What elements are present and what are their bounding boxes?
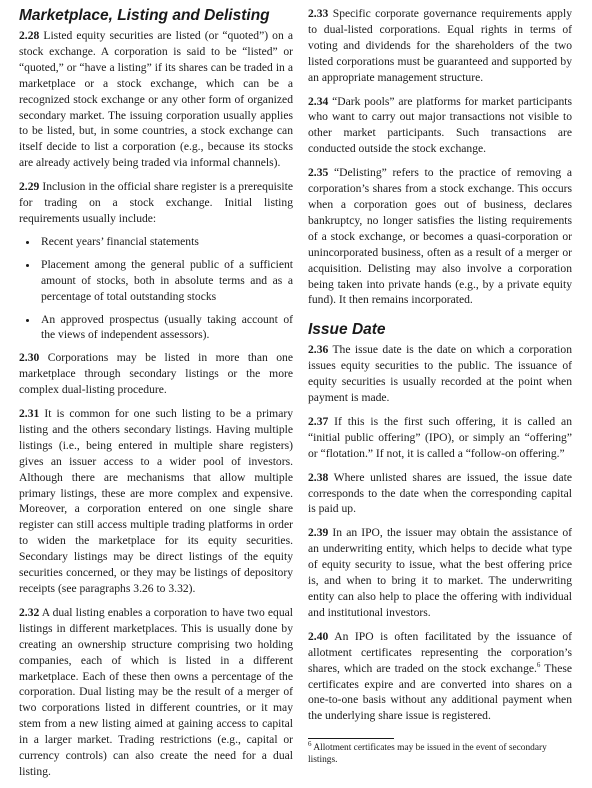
paragraph-number: 2.33 xyxy=(308,7,329,20)
paragraph-2-35 xyxy=(308,165,572,308)
paragraph-2-28 xyxy=(19,28,293,171)
paragraph-text: A dual listing enables a corporation to have two equal listings in different marketplaces. This is usually done by creating an ownership structure comprising two holding companies, each of which is listed in a different marketplace. Each of these then owns a percentage of the corporation. Dual listing may be the result of a merger of two corporations listed in different countries, or it may stem from a new listing aimed at gaining access to capital in a larger market. Trading restrictions (e.g., capital or currency controls) can also create the need for a dual listing. xyxy=(19,605,293,778)
footnote-divider xyxy=(308,738,394,739)
list-item: • An approved prospectus (usually taking account of the views of independent assessors). xyxy=(39,312,293,344)
paragraph-number: 2.31 xyxy=(19,407,40,421)
paragraph-2-31 xyxy=(19,406,293,597)
paragraph-text: Corporations may be listed in more than one marketplace through secondary listings or the more complex dual-listing procedure. xyxy=(19,351,293,397)
paragraph-number: 2.35 xyxy=(308,166,329,180)
paragraph-number: 2.38 xyxy=(308,470,329,484)
paragraph-number: 2.37 xyxy=(308,414,329,428)
paragraph-2-39 xyxy=(308,525,572,620)
paragraph-2-37 xyxy=(308,414,572,462)
paragraph-number: 2.39 xyxy=(308,526,329,540)
footnote-text: Allotment certificates may be issued in the event of secondary listings. xyxy=(308,743,547,765)
paragraph-text: The issue date is the date on which a corporation issues equity securities to the public. The issuance of equity securities is usually recorded at the point when payment is made. xyxy=(308,343,572,405)
paragraph-number: 2.29 xyxy=(19,180,40,194)
list-item: • Placement among the general public of a sufficient amount of stocks, both in absolute terms and as a percentage of total outstanding stocks xyxy=(39,257,293,305)
footnote-mark: 6 xyxy=(308,740,312,749)
paragraph-text: If this is the first such offering, it is called an “initial public offering” (IPO), or simply an “offering” or “flotation.” If not, it is called a “follow-on offering.” xyxy=(308,414,572,460)
paragraph-2-29 xyxy=(19,179,293,227)
paragraph-2-38 xyxy=(308,470,572,518)
listing-requirements-list xyxy=(19,234,293,343)
right-column xyxy=(308,6,572,766)
paragraph-text: Inclusion in the official share register is a prerequisite for trading on a stock exchange. Initial listing requirements usually include: xyxy=(19,180,293,225)
paragraph-number: 2.30 xyxy=(19,351,40,365)
paragraph-number: 2.28 xyxy=(19,29,40,42)
paragraph-2-34 xyxy=(308,94,572,158)
paragraph-number: 2.40 xyxy=(308,629,329,643)
paragraph-text: In an IPO, the issuer may obtain the assistance of an underwriting entity, which helps to decide what type of equity security to issue, what the best offering price is, and when to bring it to market. The underwriting entity can also help to place the offering with individual and institutional investors. xyxy=(308,526,572,619)
left-column xyxy=(19,6,293,788)
paragraph-text: “Dark pools” are platforms for market participants who want to carry out major transactions not visible to other market participants. Such transactions are conducted outside the stock exchange. xyxy=(308,94,572,156)
footnote-reference: 6 xyxy=(536,660,541,669)
footnote xyxy=(308,740,572,766)
paragraph-text: “Delisting” refers to the practice of removing a corporation’s shares from a stock exchange. This occurs when a corporation goes out of business, declares bankruptcy, no longer satisfies the listing requirements of a stock exchange, or becomes a quasi-corporation or unincorporated business, often as a result of a merger or acquisition. Delisting may also involve a corporation being taken into private hands (e.g., by a private equity fund). It then remains incorporated. xyxy=(308,166,572,307)
paragraph-2-33 xyxy=(308,6,572,86)
section-heading-issue-date: Issue Date xyxy=(308,321,386,339)
paragraph-number: 2.32 xyxy=(19,605,40,619)
paragraph-text: An IPO is often facilitated by the issuance of allotment certificates representing the corporation’s shares, which are traded on the stock exchange. xyxy=(308,629,572,675)
paragraph-2-32 xyxy=(19,605,293,780)
paragraph-text: Where unlisted shares are issued, the issue date corresponds to the date when the corresponding capital is paid up. xyxy=(308,470,572,516)
paragraph-number: 2.36 xyxy=(308,343,329,357)
paragraph-text-continued: These certificates expire and are converted into shares on a one-to-one basis without any additional payment when the underlying share issue is registered. xyxy=(308,661,572,723)
paragraph-text: Listed equity securities are listed (or “quoted”) on a stock exchange. A corporation is said to be “listed” or “quoted,” or “have a listing” if its shares can be traded in a marketplace or a stock exchange, which can be a recognized stock exchange or any other form of organized secondary market. The issuing corporation usually applies to be listed, but, in some countries, a stock exchange can itself decide to list a corporation (e.g., because its stocks are already actively being traded via informal channels). xyxy=(19,29,293,170)
section-heading-marketplace: Marketplace, Listing and Delisting xyxy=(19,7,270,24)
paragraph-number: 2.34 xyxy=(308,94,329,108)
paragraph-text: It is common for one such listing to be a primary listing and the others secondary listings. Having multiple listings (i.e., being entered in multiple share registers) gives an issuer access to a wider pool of investors. Although there are mechanisms that allow multiple primary listings, these are more complex and expensive. Moreover, a corporation entered on one single share register can still access multiple trading platforms in order to widen the marketplace for its equity securities. Secondary listings may be direct listings of the equity securities concerned, or they may be listings of depository receipts (see paragraphs 3.26 to 3.32). xyxy=(19,407,293,595)
paragraph-2-40 xyxy=(308,629,572,724)
paragraph-2-36 xyxy=(308,342,572,406)
list-item: • Recent years’ financial statements xyxy=(39,234,293,250)
paragraph-text: Specific corporate governance requirements apply to dual-listed corporations. Equal rights in terms of voting and dividends for the shareholders of the two listed corporations must be guaranteed and supported by an appropriate management structure. xyxy=(308,7,572,84)
paragraph-2-30 xyxy=(19,350,293,398)
